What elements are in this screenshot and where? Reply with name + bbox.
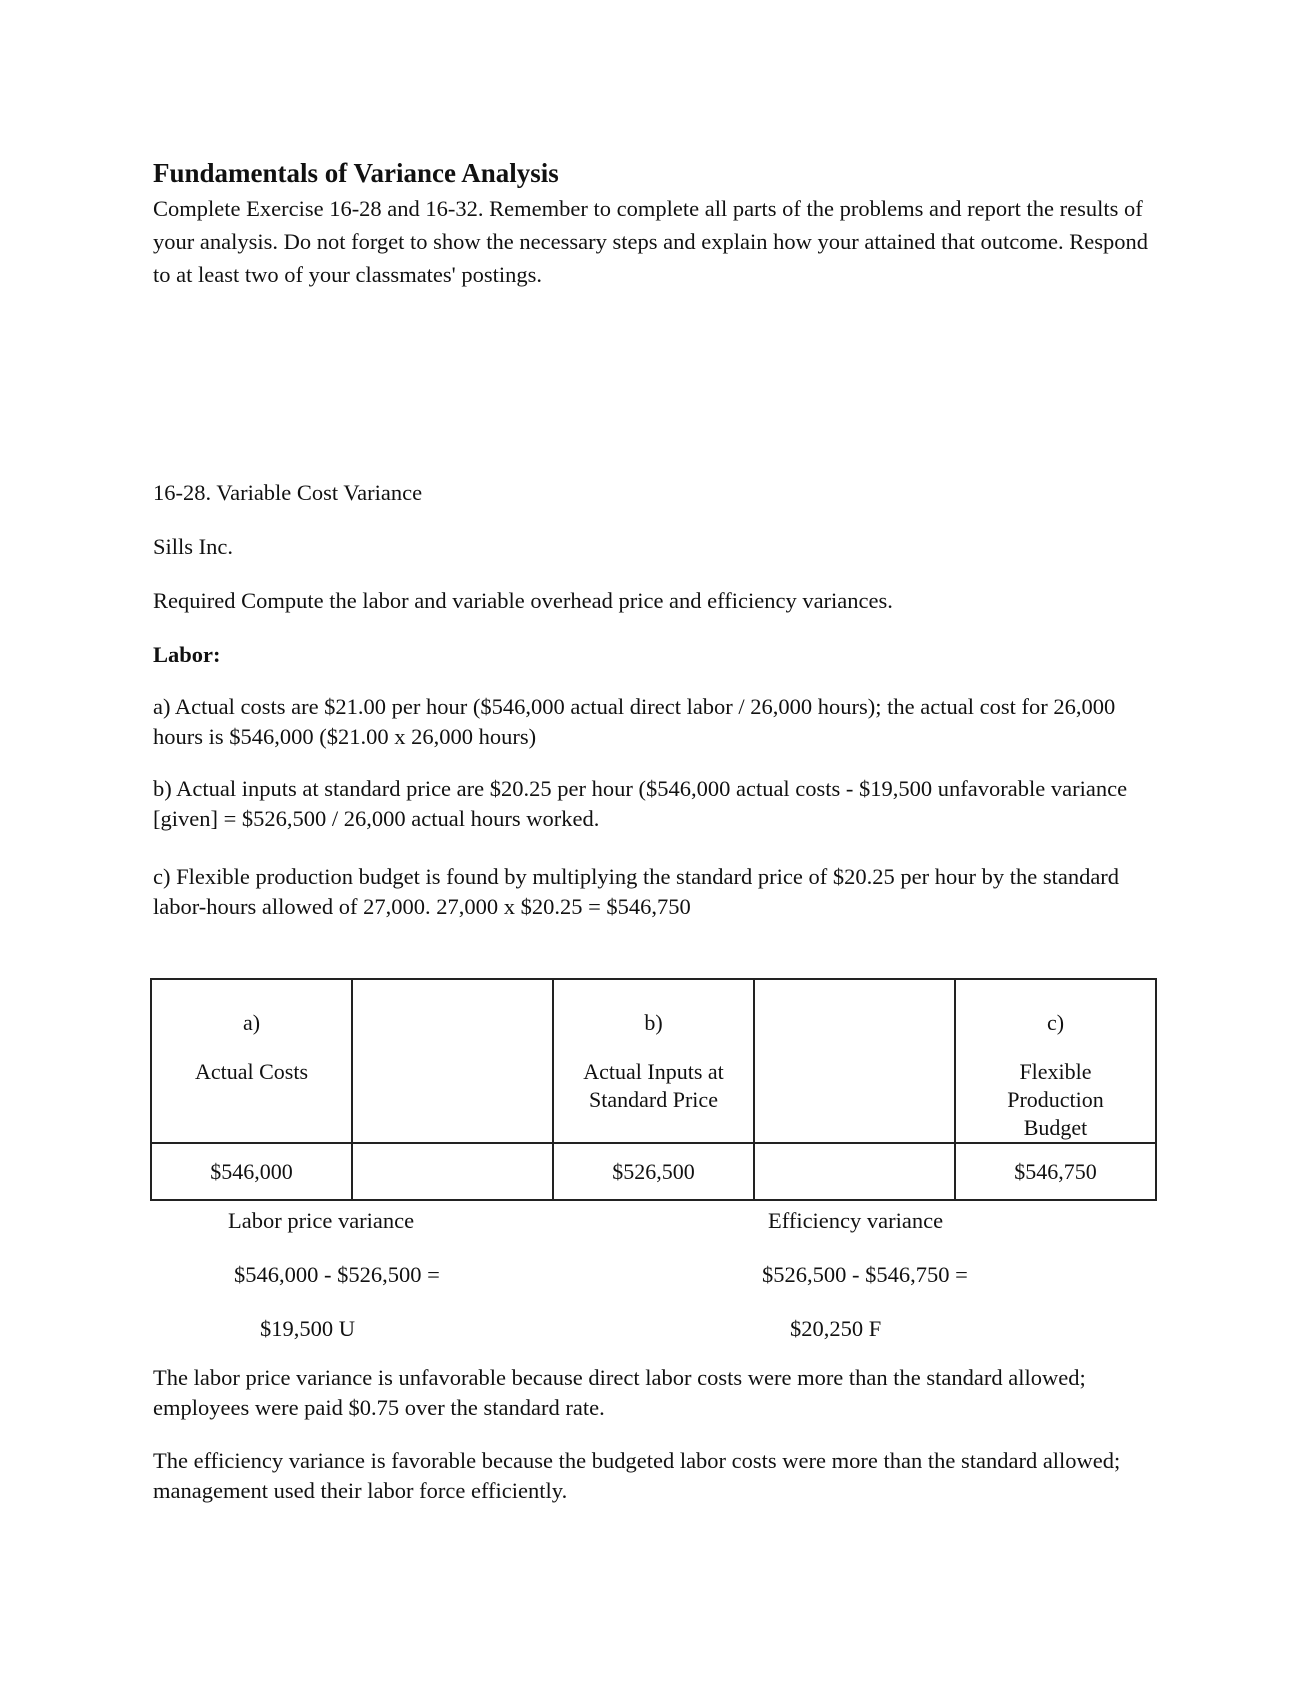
column-letter: b) xyxy=(644,1010,663,1035)
table-cell xyxy=(754,979,955,1143)
step-c-text: c) Flexible production budget is found by multiplying the standard price of $20.25 per hour by the standard labor-hours allowed of 27,000. 27,000 x $20.25 = $546,750 xyxy=(153,864,1120,919)
table-cell-value: $546,000 xyxy=(151,1143,352,1200)
table-cell-value xyxy=(352,1143,553,1200)
table-cell xyxy=(955,979,1156,1143)
required-text: Required Compute the labor and variable overhead price and efficiency variances. xyxy=(153,588,893,613)
column-label: Flexible Production Budget xyxy=(1007,1059,1104,1140)
table-cell xyxy=(352,979,553,1143)
table-values-row xyxy=(151,1143,1156,1200)
labor-heading: Labor: xyxy=(153,642,221,667)
column-label: Actual Costs xyxy=(194,1059,309,1084)
table-header-row xyxy=(151,979,1156,1143)
table-cell-value: $526,500 xyxy=(553,1143,754,1200)
table-cell-value xyxy=(754,1143,955,1200)
efficiency-variance-label: Efficiency variance xyxy=(768,1208,944,1233)
page-title: Fundamentals of Variance Analysis xyxy=(153,158,559,188)
labor-price-variance-label: Labor price variance xyxy=(228,1208,415,1233)
price-variance-explanation: The labor price variance is unfavorable because direct labor costs were more than the standard allowed; employees were paid $0.75 over the standard rate. xyxy=(153,1365,1086,1420)
table-cell-value: $546,750 xyxy=(955,1143,1156,1200)
efficiency-variance-result: $20,250 F xyxy=(790,1316,882,1341)
labor-price-variance-result: $19,500 U xyxy=(260,1316,355,1341)
column-letter: c) xyxy=(1046,1010,1065,1035)
intro-paragraph: Complete Exercise 16-28 and 16-32. Remember to complete all parts of the problems and report the results of your analysis. Do not forget to show the necessary steps and explain how your attained that outcome. Respond to at least two of your classmates' postings. xyxy=(153,196,1148,287)
column-label: Actual Inputs at Standard Price xyxy=(583,1059,724,1112)
variance-table xyxy=(150,978,1157,1201)
step-b-text: b) Actual inputs at standard price are $20.25 per hour ($546,000 actual costs - $19,500 unfavorable variance [given] = $526,500 / 26,000 actual hours worked. xyxy=(153,776,1128,831)
column-letter: a) xyxy=(242,1010,261,1035)
step-a-text: a) Actual costs are $21.00 per hour ($546,000 actual direct labor / 26,000 hours); the actual cost for 26,000 hours is $546,000 ($21.00 x 26,000 hours) xyxy=(153,694,1116,749)
company-name: Sills Inc. xyxy=(153,534,234,559)
efficiency-variance-formula: $526,500 - $546,750 = xyxy=(762,1262,968,1287)
efficiency-variance-explanation: The efficiency variance is favorable because the budgeted labor costs were more than the standard allowed; management used their labor force efficiently. xyxy=(153,1448,1121,1503)
labor-price-variance-formula: $546,000 - $526,500 = xyxy=(234,1262,440,1287)
exercise-title: 16-28. Variable Cost Variance xyxy=(153,480,423,505)
table-cell xyxy=(553,979,754,1143)
table-cell xyxy=(151,979,352,1143)
